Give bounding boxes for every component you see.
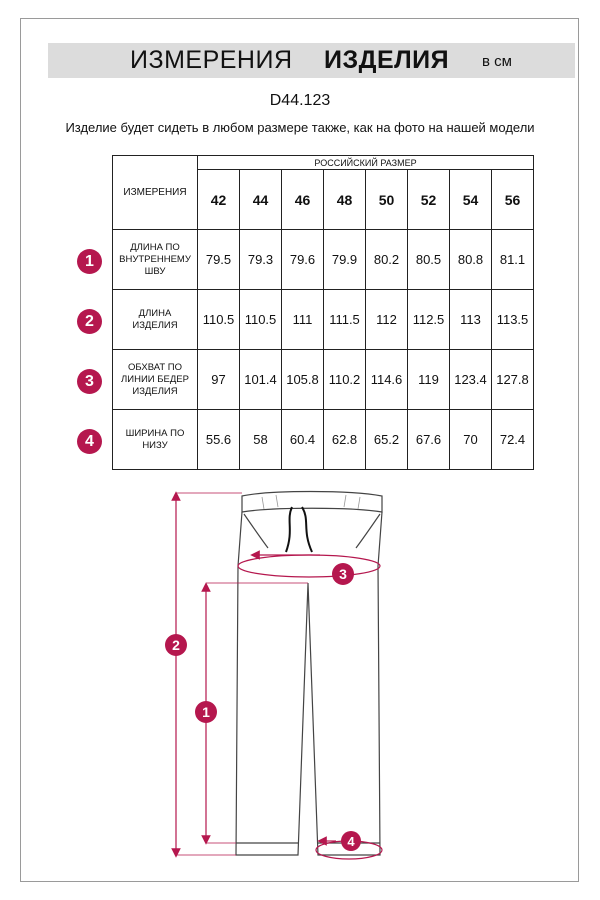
drawstring: [286, 507, 312, 552]
row-number-badge: 4: [77, 429, 102, 454]
table-cell: 113.5: [492, 290, 534, 350]
size-header: 46: [282, 170, 324, 230]
size-header: 52: [408, 170, 450, 230]
row-label-line: ДЛИНА: [138, 307, 172, 319]
trousers-body: [236, 512, 382, 855]
size-header: 42: [198, 170, 240, 230]
row-number-badge: 1: [77, 249, 102, 274]
fit-note: Изделие будет сидеть в любом размере также, как на фото на нашей модели: [65, 120, 535, 135]
size-header: 44: [240, 170, 282, 230]
table-cell: 58: [240, 410, 282, 470]
table-cell: 79.3: [240, 230, 282, 290]
row-label-line: НИЗУ: [142, 439, 168, 451]
table-cell: 60.4: [282, 410, 324, 470]
pocket-right: [356, 514, 380, 548]
row-label-line: ШВУ: [144, 265, 166, 277]
size-header: 50: [366, 170, 408, 230]
measure-hip-girth: [238, 555, 380, 577]
row-label-line: ИЗДЕЛИЯ: [132, 385, 178, 397]
table-cell: 113: [450, 290, 492, 350]
marker-inseam-length: [195, 701, 217, 723]
row-number-badge: 2: [77, 309, 102, 334]
table-cell: 79.9: [324, 230, 366, 290]
row-number-badge: 3: [77, 369, 102, 394]
table-cell: 101.4: [240, 350, 282, 410]
marker-hip-girth: [332, 563, 354, 585]
table-cell: 123.4: [450, 350, 492, 410]
size-header: 54: [450, 170, 492, 230]
table-cell: 112.5: [408, 290, 450, 350]
row-label-line: ДЛИНА ПО: [130, 241, 180, 253]
table-cell: 80.2: [366, 230, 408, 290]
table-cell: 114.6: [366, 350, 408, 410]
measure-total-length: [176, 493, 242, 855]
table-cell: 55.6: [198, 410, 240, 470]
table-cell: 70: [450, 410, 492, 470]
title-measurements: ИЗМЕРЕНИЯ: [130, 46, 293, 74]
table-cell: 105.8: [282, 350, 324, 410]
row-label-line: ИЗДЕЛИЯ: [132, 319, 178, 331]
size-header: 56: [492, 170, 534, 230]
table-cell: 72.4: [492, 410, 534, 470]
row-label-line: ОБХВАТ ПО: [127, 361, 183, 373]
marker-total-length: [165, 634, 187, 656]
table-cell: 110.5: [240, 290, 282, 350]
table-cell: 80.8: [450, 230, 492, 290]
table-cell: 97: [198, 350, 240, 410]
table-cell: 112: [366, 290, 408, 350]
table-cell: 65.2: [366, 410, 408, 470]
title-product: ИЗДЕЛИЯ: [324, 46, 450, 74]
table-cell: 110.2: [324, 350, 366, 410]
svg-text:3: 3: [339, 566, 347, 582]
waist-pleats: [262, 495, 360, 509]
table-cell: 110.5: [198, 290, 240, 350]
title-unit: в см: [482, 53, 512, 70]
table-cell: 81.1: [492, 230, 534, 290]
svg-text:1: 1: [202, 704, 210, 720]
table-cell: 80.5: [408, 230, 450, 290]
pocket-left: [244, 514, 268, 548]
table-cell: 111.5: [324, 290, 366, 350]
marker-hem-width: [341, 831, 361, 851]
size-header: 48: [324, 170, 366, 230]
table-cell: 79.5: [198, 230, 240, 290]
table-cell: 111: [282, 290, 324, 350]
table-cell: 127.8: [492, 350, 534, 410]
table-cell: 79.6: [282, 230, 324, 290]
measure-inseam-length: [206, 583, 308, 843]
table-cell: 119: [408, 350, 450, 410]
article-code: D44.123: [269, 92, 331, 109]
row-label-line: ВНУТРЕННЕМУ: [119, 253, 191, 265]
corner-label: ИЗМЕРЕНИЯ: [113, 156, 198, 230]
svg-text:2: 2: [172, 637, 180, 653]
table-cell: 67.6: [408, 410, 450, 470]
table-cell: 62.8: [324, 410, 366, 470]
size-group-label: РОССИЙСКИЙ РАЗМЕР: [198, 156, 534, 170]
row-label-line: ЛИНИИ БЕДЕР: [121, 373, 189, 385]
svg-text:4: 4: [347, 834, 355, 849]
row-label-line: ШИРИНА ПО: [125, 427, 185, 439]
